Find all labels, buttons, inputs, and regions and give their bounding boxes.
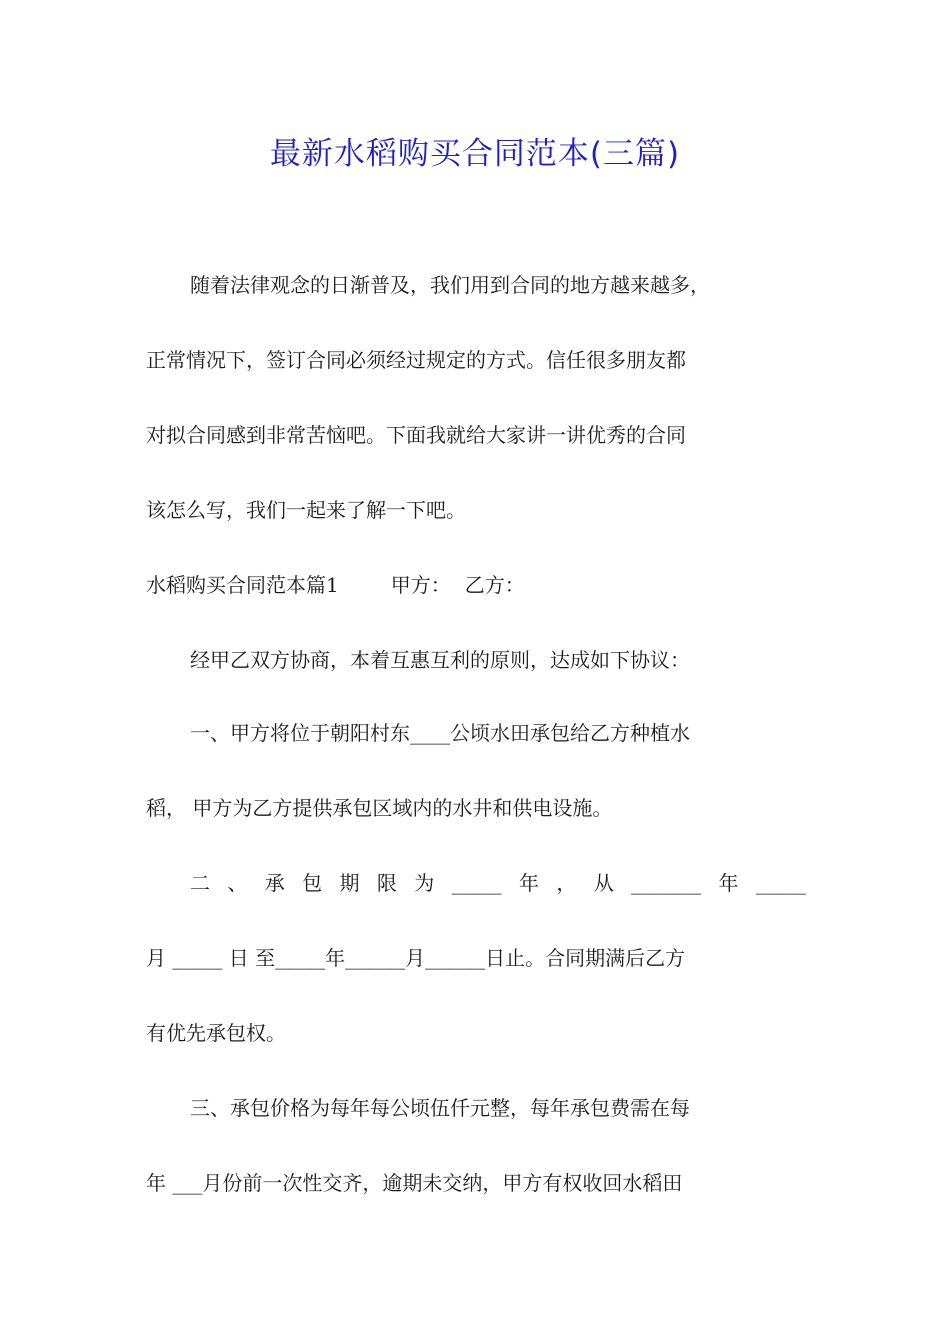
- clause-2-token: 为: [414, 871, 435, 895]
- clause-2-token: 二: [190, 871, 210, 895]
- clause-2-blank: _______: [631, 871, 702, 895]
- clause-2-token: ，: [556, 871, 577, 895]
- intro-line-4: 该怎么写，我们一起来了解一下吧。: [146, 498, 466, 522]
- party-a-label: 甲方：: [390, 573, 451, 597]
- clause-2-token: 承: [264, 871, 285, 895]
- clause-2-line-2: 月 _____ 日 至_____年______月______日止。合同期满后乙方: [146, 946, 686, 970]
- clause-1-line-2: 稻， 甲方为乙方提供承包区域内的水井和供电设施。: [146, 796, 613, 820]
- clause-3-line-2: 年 ___月份前一次性交齐，逾期未交纳，甲方有权收回水稻田: [146, 1171, 683, 1195]
- clause-2-token: 限: [376, 871, 397, 895]
- clause-3-line-1: 三、承包价格为每年每公顷伍仟元整，每年承包费需在每: [190, 1096, 690, 1120]
- clause-2-token: 年: [718, 871, 739, 895]
- intro-line-3: 对拟合同感到非常苦恼吧。下面我就给大家讲一讲优秀的合同: [146, 423, 686, 447]
- clause-2-blank: _____: [755, 871, 806, 895]
- clause-2-token: 年: [519, 871, 539, 895]
- clause-2-token: 包: [302, 871, 323, 895]
- clause-1-line-1: 一、甲方将位于朝阳村东____公顷水田承包给乙方种植水: [190, 721, 690, 745]
- document-title: 最新水稻购买合同范本(三篇): [269, 136, 681, 172]
- agreement-preamble: 经甲乙双方协商，本着互惠互利的原则，达成如下协议：: [190, 648, 690, 672]
- clause-2-token: 从: [593, 871, 614, 895]
- intro-line-2: 正常情况下，签订合同必须经过规定的方式。信任很多朋友都: [146, 348, 686, 372]
- clause-2-line-1: [146, 868, 806, 898]
- section-heading: 水稻购买合同范本篇1: [146, 573, 339, 597]
- clause-2-line-3: 有优先承包权。: [146, 1021, 286, 1045]
- clause-2-blank: _____: [451, 871, 502, 895]
- section-heading-line: [146, 570, 806, 600]
- clause-2-token: 、: [227, 871, 248, 895]
- clause-2-token: 期: [339, 871, 360, 895]
- intro-line-1: 随着法律观念的日渐普及，我们用到合同的地方越来越多，: [190, 273, 710, 297]
- party-b-label: 乙方：: [464, 573, 525, 597]
